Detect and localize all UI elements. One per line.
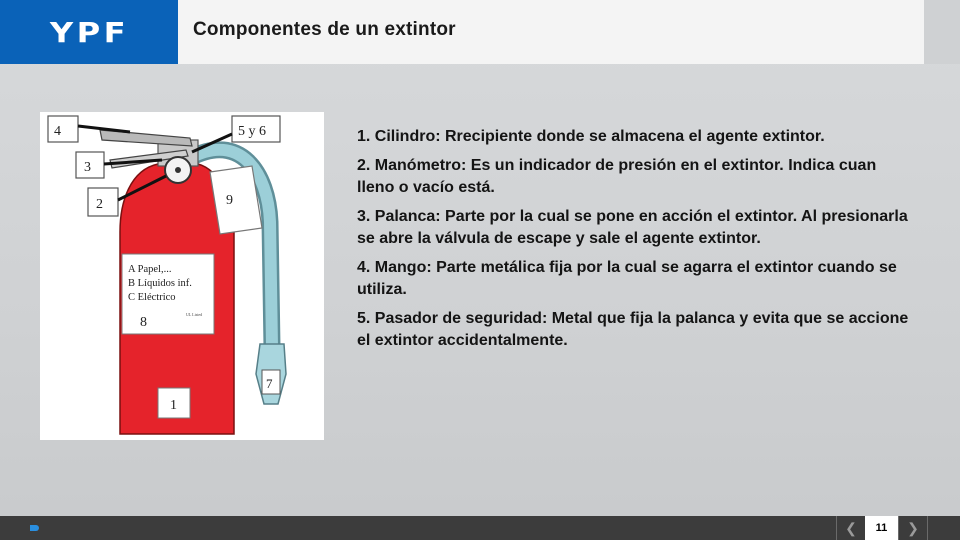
list-item: 4. Mango: Parte metálica fija por la cual se agarra el extintor cuando se utiliza. <box>357 259 897 298</box>
label-9: 9 <box>226 193 233 208</box>
inspection-tag <box>210 166 262 234</box>
header-bar <box>178 0 924 64</box>
list-item: 3. Palanca: Parte por la cual se pone en acción el extintor. Al presionarla se abre la válvula de escape y sale el agente extintor. <box>357 208 908 247</box>
label-box-2 <box>88 188 118 216</box>
list-item: 5. Pasador de seguridad: Metal que fija la palanca y evita que se accione el extintor accidentalmente. <box>357 310 909 349</box>
components-list <box>357 126 917 359</box>
plate-small-text: UL Listed <box>186 312 203 317</box>
footer-accent-icon <box>30 525 39 531</box>
logo-text: YPF <box>49 15 129 49</box>
list-item: 2. Manómetro: Es un indicador de presión en el extintor. Indica cuan lleno o vacío está. <box>357 157 877 196</box>
label-box-4 <box>48 116 78 142</box>
label-2: 2 <box>96 197 103 212</box>
extinguisher-illustration <box>40 112 324 440</box>
plate-line-1: A Papel,... <box>128 264 172 275</box>
label-5y6: 5 y 6 <box>238 124 266 139</box>
label-8: 8 <box>140 315 147 330</box>
ypf-logo <box>0 0 178 64</box>
page-number: 11 <box>865 516 898 540</box>
handle <box>100 130 192 146</box>
footer-bar <box>0 516 960 540</box>
list-item: 1. Cilindro: Rrecipiente donde se almacena el agente extintor. <box>357 128 825 145</box>
gauge-center <box>175 167 181 173</box>
chevron-left-icon[interactable]: ❮ <box>836 516 865 540</box>
label-1: 1 <box>170 398 177 413</box>
extinguisher-diagram <box>40 112 324 440</box>
chevron-right-icon[interactable]: ❯ <box>898 516 928 540</box>
label-7: 7 <box>266 376 273 391</box>
plate-line-2: B Líquidos inf. <box>128 278 192 289</box>
label-4: 4 <box>54 124 61 139</box>
plate-line-3: C Eléctrico <box>128 292 176 303</box>
header-spacer <box>924 0 960 64</box>
page-title: Componentes de un extintor <box>193 19 456 40</box>
label-3: 3 <box>84 160 91 175</box>
